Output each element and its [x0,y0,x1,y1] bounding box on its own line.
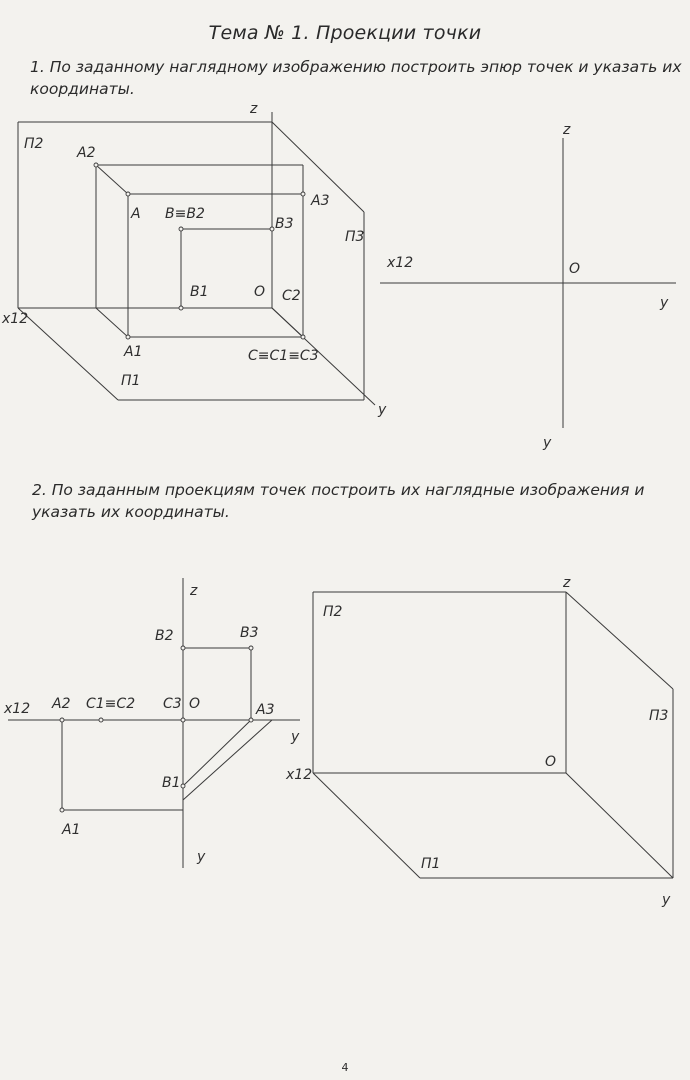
point-a [126,192,130,196]
label-o: O [569,261,581,277]
point-b1 [179,306,183,310]
task-2-line-1: 2. По заданным проекциям точек построить их наглядные изображения и [32,481,645,499]
task-1-line-1: 1. По заданному наглядному изображению построить эпюр точек и указать их [30,58,682,76]
label-a2: A2 [52,696,71,712]
task-2-line-2: указать их координаты. [32,503,230,521]
label-b2: B2 [155,628,174,644]
point-b3 [249,646,253,650]
point-c [301,335,305,339]
point-b2 [181,646,185,650]
label-o: O [254,284,266,300]
label-z: z [250,101,258,117]
point-a1 [126,335,130,339]
label-z: z [563,122,571,138]
label-y-right: y [660,295,669,311]
label-p2: П2 [24,136,44,152]
point-b [179,227,183,231]
label-p2: П2 [323,604,343,620]
point-a1 [60,808,64,812]
label-a1: A1 [124,344,143,360]
label-p1: П1 [421,856,441,872]
a2-a-line [96,165,128,194]
label-b3: B3 [240,625,259,641]
label-y: y [378,402,387,418]
figure-3-projections [3,578,300,868]
label-a3: A3 [311,193,330,209]
p3-top-edge [566,592,673,689]
figure-2-epure-axes [380,122,676,451]
point-c1-c2 [99,718,103,722]
label-a3: A3 [256,702,275,718]
p1-left-edge [18,308,118,400]
label-b1: B1 [162,775,181,791]
point-c3 [181,718,185,722]
label-a2: A2 [77,145,96,161]
label-x12: x12 [387,255,414,271]
label-c2: C2 [282,288,301,304]
label-o: O [545,754,557,770]
page-title: Тема № 1. Проекции точки [208,22,482,44]
point-b1 [181,784,185,788]
label-c3: C3 [163,696,182,712]
label-x12: x12 [4,701,31,717]
point-a3 [301,192,305,196]
label-y-down: y [197,849,206,865]
label-a1: A1 [62,822,81,838]
figure-1-axonometric [1,101,387,418]
point-a2 [94,163,98,167]
label-y-right: y [291,729,300,745]
label-p3: П3 [649,708,669,724]
point-b3 [270,227,274,231]
ax-a1-line [96,308,128,337]
y-axis [566,773,673,878]
label-b1: B1 [190,284,209,300]
label-c-c1-c3: C≡C1≡C3 [248,348,319,364]
label-x12: x12 [2,311,29,327]
task-1-line-2: координаты. [30,80,135,98]
label-b3: B3 [275,216,294,232]
label-p1: П1 [121,373,141,389]
label-y-down: y [543,435,552,451]
label-o: O [189,696,201,712]
a-link-line [183,720,272,800]
label-x12: x12 [286,767,313,783]
point-a3 [249,718,253,722]
figure-4-axonometric-frame [285,575,673,908]
o-c-line [272,308,303,337]
label-p3: П3 [345,229,365,245]
point-a2 [60,718,64,722]
label-c1-c2: C1≡C2 [86,696,136,712]
p1-left-edge [313,773,420,878]
label-b-b2: B≡B2 [165,206,205,222]
page-number: 4 [341,1061,349,1074]
label-y: y [662,892,671,908]
label-a: A [131,206,141,222]
b1-b3-link-line [183,720,251,786]
label-z: z [563,575,571,591]
label-z: z [190,583,198,599]
